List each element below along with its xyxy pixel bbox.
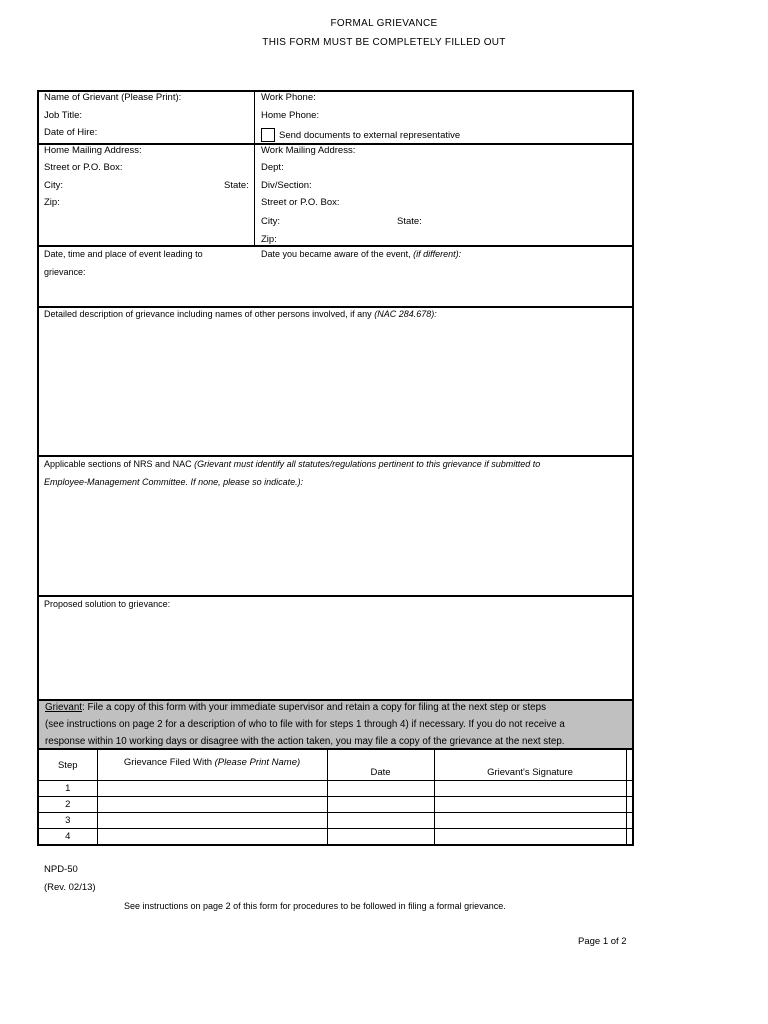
work-phone-input[interactable]: [326, 92, 626, 106]
state-label: State:: [224, 180, 249, 191]
signature-cell[interactable]: [434, 781, 626, 797]
form-id: NPD-50: [44, 864, 78, 875]
work-state-input[interactable]: [428, 216, 626, 230]
step-number: 1: [38, 781, 97, 797]
aware-date-label: [261, 248, 461, 260]
date-cell[interactable]: [327, 829, 434, 845]
footer-instructions: See instructions on page 2 of this form for procedures to be followed in filing a formal grievance.: [124, 901, 506, 911]
grievant-name-input[interactable]: [200, 92, 250, 106]
notice-line-3: response within 10 working days or disagree with the action taken, you may file a copy of the grievance at the next step.: [45, 736, 565, 747]
notice-line-2: (see instructions on page 2 for a description of who to file with for steps 1 through 4) if necessary. If you do not receive a: [45, 719, 565, 730]
steps-table: [37, 749, 634, 846]
work-city-input[interactable]: [284, 216, 392, 230]
step-number: 2: [38, 797, 97, 813]
aware-date-note: (if different):: [413, 249, 462, 259]
solution-input[interactable]: [44, 612, 628, 696]
home-phone-label: Home Phone:: [261, 110, 320, 121]
aware-date-input[interactable]: [261, 262, 627, 302]
work-street-input[interactable]: [352, 197, 626, 211]
notice-line-1: [45, 702, 626, 714]
nrs-note-cont: Employee-Management Committee. If none, please so indicate.):: [44, 477, 304, 487]
nrs-input[interactable]: [44, 492, 628, 592]
spacer-cell: [626, 781, 633, 797]
job-title-label: Job Title:: [44, 110, 83, 121]
signature-cell[interactable]: [434, 813, 626, 829]
work-address-label: Work Mailing Address:: [261, 145, 356, 156]
description-text: Detailed description of grievance including names of other persons involved, if any: [44, 309, 372, 319]
steps-table-header: [38, 750, 633, 781]
notice-text-1: : File a copy of this form with your immediate supervisor and retain a copy for filing at the next step or steps: [82, 702, 546, 713]
description-input[interactable]: [44, 322, 628, 452]
table-row: [38, 797, 633, 813]
div-section-input[interactable]: [320, 180, 626, 194]
dept-label: Dept:: [261, 162, 284, 173]
event-label: Date, time and place of event leading to: [44, 249, 203, 259]
nrs-label: [44, 458, 628, 470]
description-note: (NAC 284.678):: [374, 309, 437, 319]
filed-with-cell[interactable]: [97, 813, 327, 829]
filed-with-cell[interactable]: [97, 829, 327, 845]
grievant-name-label: Name of Grievant (Please Print):: [44, 92, 182, 103]
nrs-text: Applicable sections of NRS and NAC: [44, 459, 192, 469]
form-title: FORMAL GRIEVANCE: [330, 18, 438, 29]
col-date-header: Date: [327, 750, 434, 781]
table-row: [38, 813, 633, 829]
home-phone-input[interactable]: [328, 110, 626, 124]
filing-notice: [37, 699, 634, 749]
step-number: 4: [38, 829, 97, 845]
date-of-hire-input[interactable]: [106, 127, 250, 141]
event-details-input[interactable]: [44, 280, 250, 304]
city-input[interactable]: [68, 180, 218, 194]
city-label: City:: [44, 180, 63, 191]
divider: [37, 595, 634, 597]
col-filed-with-text: Grievance Filed With: [123, 757, 212, 768]
filed-with-cell[interactable]: [97, 781, 327, 797]
date-cell[interactable]: [327, 781, 434, 797]
dept-input[interactable]: [288, 162, 626, 176]
col-filed-with-note: (Please Print Name): [214, 757, 301, 768]
work-state-label: State:: [397, 216, 422, 227]
col-spacer: [626, 750, 633, 781]
page-number: Page 1 of 2: [578, 936, 627, 947]
job-title-input[interactable]: [92, 110, 250, 124]
spacer-cell: [626, 829, 633, 845]
table-row: [38, 781, 633, 797]
work-zip-label: Zip:: [261, 234, 277, 245]
zip-input[interactable]: [64, 197, 250, 211]
work-city-label: City:: [261, 216, 280, 227]
street-input[interactable]: [136, 162, 250, 176]
home-address-label: Home Mailing Address:: [44, 145, 142, 156]
column-divider: [254, 90, 255, 247]
date-cell[interactable]: [327, 797, 434, 813]
nrs-note: (Grievant must identify all statutes/regulations pertinent to this grievance if submitted to: [194, 459, 541, 469]
send-docs-label: Send documents to external representative: [279, 130, 461, 141]
signature-cell[interactable]: [434, 797, 626, 813]
solution-label: Proposed solution to grievance:: [44, 599, 171, 609]
street-label: Street or P.O. Box:: [44, 162, 123, 173]
date-of-hire-label: Date of Hire:: [44, 127, 98, 138]
zip-label: Zip:: [44, 197, 60, 208]
spacer-cell: [626, 813, 633, 829]
col-signature-header: Grievant's Signature: [434, 750, 626, 781]
table-row: [38, 829, 633, 845]
description-label: [44, 308, 437, 320]
work-street-label: Street or P.O. Box:: [261, 197, 340, 208]
spacer-cell: [626, 797, 633, 813]
send-docs-checkbox[interactable]: [261, 128, 275, 142]
form-revision: (Rev. 02/13): [44, 882, 96, 893]
form-subtitle: THIS FORM MUST BE COMPLETELY FILLED OUT: [262, 37, 506, 48]
col-step-header: Step: [38, 750, 97, 781]
step-number: 3: [38, 813, 97, 829]
signature-cell[interactable]: [434, 829, 626, 845]
notice-grievant: Grievant: [45, 702, 83, 713]
date-cell[interactable]: [327, 813, 434, 829]
divider: [37, 245, 634, 247]
div-section-label: Div/Section:: [261, 180, 312, 191]
work-zip-input[interactable]: [280, 233, 626, 245]
divider: [37, 455, 634, 457]
filed-with-cell[interactable]: [97, 797, 327, 813]
col-filed-with-header: [97, 750, 327, 781]
aware-date-text: Date you became aware of the event,: [261, 249, 411, 259]
event-label-cont: grievance:: [44, 267, 86, 277]
work-phone-label: Work Phone:: [261, 92, 316, 103]
